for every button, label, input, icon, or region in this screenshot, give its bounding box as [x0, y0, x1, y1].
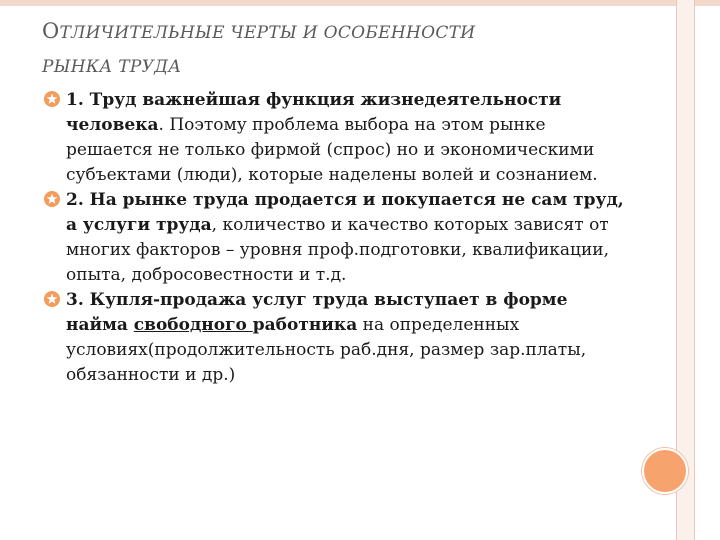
- item-3-bold-before: 3. Купля-продажа услуг труда выступает в форме найма: [66, 290, 568, 335]
- title-line2: РЫНКА ТРУДА: [42, 57, 182, 77]
- item-1-bold: 1. Труд важнейшая функция жизнедеятельности человека: [66, 90, 562, 135]
- list-item: [40, 288, 630, 388]
- item-1-text: . Поэтому проблема выбора на этом рынке решается не только фирмой (спрос) но и экономическими субъектами (люди), которые наделены волей и сознанием.: [66, 115, 598, 185]
- slide-title: [42, 14, 642, 84]
- star-bullet-icon: [44, 91, 60, 107]
- item-3-bold-after: работника: [252, 315, 358, 335]
- list-item: [40, 88, 630, 188]
- item-2-text: , количество и качество которых зависят от многих факторов – уровня проф.подготовки, квалификации, опыта, добросовестности и т.д.: [66, 215, 610, 285]
- list-item-text: [66, 288, 630, 388]
- bullet-list: [40, 88, 630, 388]
- title-initial: О: [42, 19, 60, 43]
- list-item-text: [66, 188, 630, 288]
- list-item-text: [66, 88, 630, 188]
- title-line1: ТЛИЧИТЕЛЬНЫЕ ЧЕРТЫ И ОСОБЕННОСТИ: [59, 23, 476, 43]
- decorative-circle: [642, 448, 688, 494]
- list-item: [40, 188, 630, 288]
- item-3-bold-underlined: свободного: [133, 315, 253, 335]
- item-3-text: на определенных условиях(продолжительность раб.дня, размер зар.платы, обязанности и др.): [66, 315, 587, 385]
- item-2-bold: 2. На рынке труда продается и покупается не сам труд, а услуги труда: [66, 190, 624, 235]
- star-bullet-icon: [44, 291, 60, 307]
- right-border-line-inner: [694, 0, 695, 540]
- top-border: [0, 0, 720, 6]
- star-bullet-icon: [44, 191, 60, 207]
